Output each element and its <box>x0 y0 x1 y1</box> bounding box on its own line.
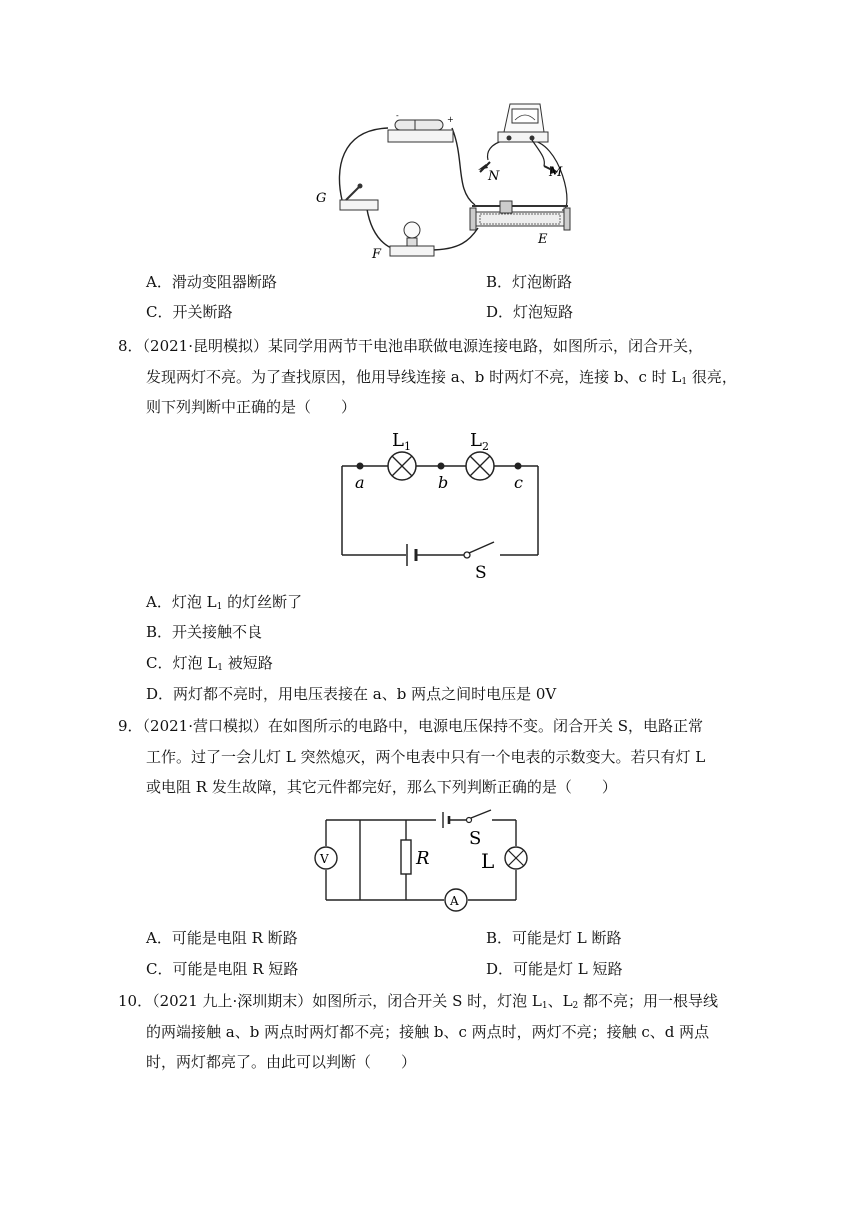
label-L1: L <box>392 430 404 451</box>
q7-option-b: B．灯泡断路 <box>486 273 573 291</box>
q9-option-a: A．可能是电阻 R 断路 <box>146 929 298 947</box>
q7-option-a: A．滑动变阻器断路 <box>146 273 277 291</box>
label-a: a <box>355 473 365 492</box>
q8-option-d: D．两灯都不亮时，用电压表接在 a、b 两点之间时电压是 0V <box>146 685 557 703</box>
q10-stem-line3: 时，两灯都亮了。由此可以判断（ ） <box>146 1053 417 1071</box>
q7-option-c: C．开关断路 <box>146 303 233 321</box>
label-c: c <box>514 473 523 492</box>
q10-stem-line2: 的两端接触 a、b 两点时两灯都不亮；接触 b、c 两点时，两灯不亮；接触 c、d 两点 <box>146 1023 710 1041</box>
label-E: E <box>538 232 548 247</box>
q8-stem-line1: 8．（2021·昆明模拟）某同学用两节干电池串联做电源连接电路，如图所示，闭合开关， <box>118 337 703 355</box>
q7-option-d: D．灯泡短路 <box>486 303 574 321</box>
label-L1-sub: 1 <box>404 440 411 453</box>
label-L: L <box>481 849 495 873</box>
label-b: b <box>438 473 449 492</box>
q9-option-b: B．可能是灯 L 断路 <box>486 929 622 947</box>
q8-stem-line2: 发现两灯不亮。为了查找原因，他用导线连接 a、b 时两灯不亮，连接 b、c 时 $L_1$ 很亮， <box>146 368 737 387</box>
q9-stem-line3: 或电阻 R 发生故障，其它元件都完好，那么下列判断正确的是（ ） <box>146 778 617 796</box>
q8-circuit-diagram <box>330 420 550 583</box>
q9-circuit-diagram <box>316 806 536 916</box>
svg-text:-: - <box>396 111 399 120</box>
q8-option-a: A．灯泡 $L_1$ 的灯丝断了 <box>146 593 303 612</box>
label-L2: L <box>470 430 482 451</box>
q9-option-d: D．可能是灯 L 短路 <box>486 960 623 978</box>
label-A: A <box>450 894 459 908</box>
label-V: V <box>320 852 329 866</box>
svg-text:+: + <box>447 115 454 124</box>
label-S-q9: S <box>469 828 482 849</box>
label-S: S <box>475 563 487 583</box>
label-F: F <box>372 247 382 262</box>
q9-stem-line2: 工作。过了一会儿灯 L 突然熄灭，两个电表中只有一个电表的示数变大。若只有灯 L <box>146 748 706 766</box>
q9-option-c: C．可能是电阻 R 短路 <box>146 960 299 978</box>
q8-option-b: B．开关接触不良 <box>146 623 263 641</box>
q9-stem-line1: 9．（2021·营口模拟）在如图所示的电路中，电源电压保持不变。闭合开关 S，电路正常 <box>118 717 704 735</box>
label-R: R <box>416 848 430 869</box>
q7-apparatus-figure <box>300 100 590 265</box>
q10-stem-line1: 10．（2021 九上·深圳期末）如图所示，闭合开关 S 时，灯泡 $L_1$、$L_2$ 都不亮；用一根导线 <box>118 992 719 1011</box>
label-G: G <box>316 191 327 206</box>
label-N: N <box>488 169 500 184</box>
label-M: M <box>549 165 563 180</box>
label-L2-sub: 2 <box>482 440 489 453</box>
q8-stem-line3: 则下列判断中正确的是（ ） <box>146 398 357 416</box>
q8-option-c: C．灯泡 $L_1$ 被短路 <box>146 654 273 673</box>
